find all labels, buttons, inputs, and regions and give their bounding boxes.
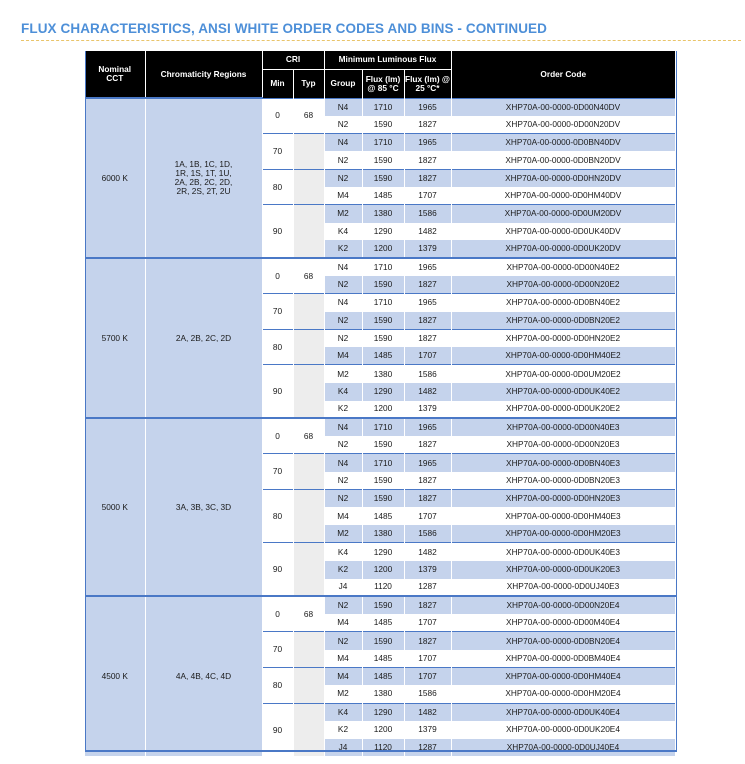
- order-code-cell: XHP70A-00-0000-0D00N40E2: [451, 258, 675, 276]
- cri-typ-cell: 68: [293, 98, 324, 134]
- header-cri: CRI: [262, 51, 324, 69]
- flux-25c-cell: 1827: [404, 169, 451, 187]
- flux-85c-cell: 1710: [362, 98, 404, 116]
- flux-group-cell: J4: [324, 579, 362, 597]
- cri-typ-cell: 68: [293, 418, 324, 454]
- order-code-cell: XHP70A-00-0000-0D0BN20E4: [451, 632, 675, 650]
- order-code-cell: XHP70A-00-0000-0D0UJ40E3: [451, 579, 675, 597]
- table-row: [85, 258, 675, 276]
- flux-25c-cell: 1707: [404, 507, 451, 525]
- flux-group-cell: N4: [324, 98, 362, 116]
- header-cri-typ: Typ: [293, 69, 324, 98]
- order-code-cell: XHP70A-00-0000-0D0HM40E2: [451, 347, 675, 365]
- flux-group-cell: M2: [324, 685, 362, 703]
- flux-25c-cell: 1287: [404, 579, 451, 597]
- header-cri-min: Min: [262, 69, 293, 98]
- order-code-cell: XHP70A-00-0000-0D0HN20DV: [451, 169, 675, 187]
- cri-min-cell: 90: [262, 543, 293, 596]
- flux-85c-cell: 1590: [362, 169, 404, 187]
- order-code-cell: XHP70A-00-0000-0D0UK20E3: [451, 561, 675, 579]
- flux-group-cell: N2: [324, 151, 362, 169]
- cri-typ-cell: [293, 703, 324, 756]
- flux-group-cell: K2: [324, 561, 362, 579]
- order-code-cell: XHP70A-00-0000-0D0HM40DV: [451, 187, 675, 205]
- flux-85c-cell: 1485: [362, 650, 404, 668]
- flux-85c-cell: 1485: [362, 614, 404, 632]
- flux-group-cell: K4: [324, 703, 362, 721]
- flux-group-cell: N2: [324, 436, 362, 454]
- order-code-cell: XHP70A-00-0000-0D0HM20E3: [451, 525, 675, 543]
- flux-group-cell: K2: [324, 401, 362, 419]
- cri-typ-cell: [293, 668, 324, 704]
- flux-85c-cell: 1120: [362, 739, 404, 757]
- order-code-cell: XHP70A-00-0000-0D0UK40DV: [451, 223, 675, 241]
- flux-25c-cell: 1287: [404, 739, 451, 757]
- order-code-cell: XHP70A-00-0000-0D0UK40E2: [451, 383, 675, 401]
- cct-cell: 5000 K: [85, 418, 145, 596]
- flux-85c-cell: 1590: [362, 472, 404, 490]
- flux-85c-cell: 1590: [362, 632, 404, 650]
- flux-25c-cell: 1965: [404, 294, 451, 312]
- header-chromaticity-regions: Chromaticity Regions: [145, 51, 262, 98]
- order-code-cell: XHP70A-00-0000-0D0HM20E4: [451, 685, 675, 703]
- order-code-cell: XHP70A-00-0000-0D0HN20E3: [451, 490, 675, 508]
- cri-min-cell: 0: [262, 596, 293, 632]
- flux-85c-cell: 1380: [362, 205, 404, 223]
- flux-25c-cell: 1707: [404, 347, 451, 365]
- flux-25c-cell: 1482: [404, 383, 451, 401]
- flux-25c-cell: 1965: [404, 258, 451, 276]
- flux-group-cell: N4: [324, 294, 362, 312]
- flux-25c-cell: 1707: [404, 614, 451, 632]
- flux-group-cell: K2: [324, 721, 362, 739]
- cct-cell: 5700 K: [85, 258, 145, 418]
- cri-min-cell: 80: [262, 668, 293, 704]
- flux-25c-cell: 1827: [404, 329, 451, 347]
- flux-25c-cell: 1379: [404, 240, 451, 258]
- cri-min-cell: 70: [262, 294, 293, 330]
- flux-25c-cell: 1379: [404, 721, 451, 739]
- cri-typ-cell: [293, 205, 324, 258]
- cri-min-cell: 0: [262, 258, 293, 294]
- flux-25c-cell: 1586: [404, 685, 451, 703]
- order-code-cell: XHP70A-00-0000-0D00N20E2: [451, 276, 675, 294]
- flux-group-cell: N2: [324, 490, 362, 508]
- cri-typ-cell: [293, 169, 324, 205]
- flux-group-cell: M4: [324, 668, 362, 686]
- header-nominal-cct: Nominal CCT: [85, 51, 145, 98]
- flux-group-cell: N4: [324, 454, 362, 472]
- flux-25c-cell: 1827: [404, 490, 451, 508]
- cri-min-cell: 80: [262, 169, 293, 205]
- flux-group-cell: K4: [324, 383, 362, 401]
- flux-85c-cell: 1200: [362, 401, 404, 419]
- flux-85c-cell: 1290: [362, 543, 404, 561]
- flux-85c-cell: 1380: [362, 525, 404, 543]
- flux-85c-cell: 1485: [362, 347, 404, 365]
- order-code-cell: XHP70A-00-0000-0D0UK20DV: [451, 240, 675, 258]
- flux-25c-cell: 1707: [404, 650, 451, 668]
- table-row: [85, 98, 675, 116]
- order-code-cell: XHP70A-00-0000-0D00N40E3: [451, 418, 675, 436]
- cri-typ-cell: [293, 454, 324, 490]
- flux-85c-cell: 1485: [362, 507, 404, 525]
- order-code-cell: XHP70A-00-0000-0D0BN20E2: [451, 312, 675, 330]
- cri-min-cell: 80: [262, 490, 293, 543]
- cri-min-cell: 0: [262, 98, 293, 134]
- flux-85c-cell: 1380: [362, 685, 404, 703]
- flux-85c-cell: 1290: [362, 703, 404, 721]
- cri-min-cell: 70: [262, 454, 293, 490]
- flux-25c-cell: 1965: [404, 454, 451, 472]
- cri-typ-cell: 68: [293, 596, 324, 632]
- flux-group-cell: K2: [324, 240, 362, 258]
- flux-25c-cell: 1965: [404, 134, 451, 152]
- flux-85c-cell: 1710: [362, 418, 404, 436]
- cri-typ-cell: [293, 543, 324, 596]
- cri-typ-cell: [293, 490, 324, 543]
- flux-25c-cell: 1827: [404, 596, 451, 614]
- flux-group-cell: M4: [324, 507, 362, 525]
- table-row: [85, 596, 675, 614]
- flux-group-cell: N2: [324, 116, 362, 134]
- flux-25c-cell: 1482: [404, 543, 451, 561]
- flux-25c-cell: 1707: [404, 668, 451, 686]
- flux-25c-cell: 1707: [404, 187, 451, 205]
- flux-group-cell: K4: [324, 223, 362, 241]
- flux-group-cell: N2: [324, 329, 362, 347]
- header-flux-85c: Flux (lm) @ 85 °C: [362, 69, 404, 98]
- order-codes-table: [85, 51, 676, 756]
- cri-min-cell: 0: [262, 418, 293, 454]
- cri-typ-cell: [293, 329, 324, 365]
- chromaticity-regions-cell: 4A, 4B, 4C, 4D: [145, 596, 262, 756]
- flux-25c-cell: 1827: [404, 632, 451, 650]
- flux-25c-cell: 1586: [404, 205, 451, 223]
- flux-25c-cell: 1379: [404, 401, 451, 419]
- flux-25c-cell: 1965: [404, 98, 451, 116]
- order-code-cell: XHP70A-00-0000-0D0UK20E2: [451, 401, 675, 419]
- flux-25c-cell: 1827: [404, 276, 451, 294]
- cri-typ-cell: [293, 632, 324, 668]
- flux-25c-cell: 1965: [404, 418, 451, 436]
- order-code-cell: XHP70A-00-0000-0D00N20DV: [451, 116, 675, 134]
- cri-min-cell: 70: [262, 632, 293, 668]
- order-code-cell: XHP70A-00-0000-0D0HM40E4: [451, 668, 675, 686]
- flux-25c-cell: 1379: [404, 561, 451, 579]
- flux-25c-cell: 1827: [404, 151, 451, 169]
- flux-25c-cell: 1586: [404, 525, 451, 543]
- flux-85c-cell: 1485: [362, 668, 404, 686]
- flux-25c-cell: 1827: [404, 436, 451, 454]
- flux-85c-cell: 1200: [362, 240, 404, 258]
- flux-85c-cell: 1590: [362, 151, 404, 169]
- order-code-cell: XHP70A-00-0000-0D0BM40E4: [451, 650, 675, 668]
- order-code-cell: XHP70A-00-0000-0D0HM40E3: [451, 507, 675, 525]
- flux-group-cell: N2: [324, 472, 362, 490]
- flux-25c-cell: 1827: [404, 472, 451, 490]
- order-code-cell: XHP70A-00-0000-0D00N40DV: [451, 98, 675, 116]
- order-code-cell: XHP70A-00-0000-0D0UK20E4: [451, 721, 675, 739]
- flux-85c-cell: 1710: [362, 294, 404, 312]
- heading-divider: [21, 40, 741, 41]
- flux-85c-cell: 1590: [362, 596, 404, 614]
- flux-85c-cell: 1590: [362, 436, 404, 454]
- flux-85c-cell: 1590: [362, 312, 404, 330]
- flux-25c-cell: 1827: [404, 312, 451, 330]
- order-code-cell: XHP70A-00-0000-0D0UK40E3: [451, 543, 675, 561]
- table-row: [85, 418, 675, 436]
- cri-typ-cell: [293, 365, 324, 418]
- flux-85c-cell: 1380: [362, 365, 404, 383]
- cri-min-cell: 90: [262, 205, 293, 258]
- flux-group-cell: N2: [324, 596, 362, 614]
- flux-group-cell: K4: [324, 543, 362, 561]
- flux-group-cell: M2: [324, 365, 362, 383]
- flux-group-cell: N4: [324, 258, 362, 276]
- order-code-cell: XHP70A-00-0000-0D0BN40E3: [451, 454, 675, 472]
- flux-group-cell: J4: [324, 739, 362, 757]
- flux-25c-cell: 1482: [404, 223, 451, 241]
- flux-85c-cell: 1590: [362, 116, 404, 134]
- flux-group-cell: N2: [324, 276, 362, 294]
- order-code-cell: XHP70A-00-0000-0D00M40E4: [451, 614, 675, 632]
- flux-25c-cell: 1482: [404, 703, 451, 721]
- flux-group-cell: N2: [324, 169, 362, 187]
- flux-85c-cell: 1590: [362, 490, 404, 508]
- cri-min-cell: 90: [262, 703, 293, 756]
- order-code-cell: XHP70A-00-0000-0D0BN20DV: [451, 151, 675, 169]
- cri-typ-cell: 68: [293, 258, 324, 294]
- cri-min-cell: 70: [262, 134, 293, 170]
- header-min-luminous-flux: Minimum Luminous Flux: [324, 51, 451, 69]
- flux-group-cell: M4: [324, 650, 362, 668]
- order-code-cell: XHP70A-00-0000-0D0UK40E4: [451, 703, 675, 721]
- flux-25c-cell: 1586: [404, 365, 451, 383]
- flux-85c-cell: 1290: [362, 223, 404, 241]
- cct-cell: 4500 K: [85, 596, 145, 756]
- flux-85c-cell: 1710: [362, 454, 404, 472]
- chromaticity-regions-cell: 1A, 1B, 1C, 1D, 1R, 1S, 1T, 1U, 2A, 2B, 2C, 2D, 2R, 2S, 2T, 2U: [145, 98, 262, 258]
- order-code-cell: XHP70A-00-0000-0D0BN40DV: [451, 134, 675, 152]
- order-code-cell: XHP70A-00-0000-0D00N20E4: [451, 596, 675, 614]
- section-heading: FLUX CHARACTERISTICS, ANSI WHITE ORDER CODES AND BINS - CONTINUED: [21, 21, 548, 36]
- flux-group-cell: N4: [324, 134, 362, 152]
- flux-85c-cell: 1590: [362, 329, 404, 347]
- header-flux-25c: Flux (lm) @ 25 °C*: [404, 69, 451, 98]
- flux-group-cell: M2: [324, 205, 362, 223]
- order-code-cell: XHP70A-00-0000-0D0UJ40E4: [451, 739, 675, 757]
- order-code-cell: XHP70A-00-0000-0D0UM20E2: [451, 365, 675, 383]
- flux-85c-cell: 1200: [362, 721, 404, 739]
- cct-cell: 6000 K: [85, 98, 145, 258]
- flux-group-cell: M2: [324, 525, 362, 543]
- flux-group-cell: M4: [324, 187, 362, 205]
- header-order-code: Order Code: [451, 51, 675, 98]
- chromaticity-regions-cell: 2A, 2B, 2C, 2D: [145, 258, 262, 418]
- flux-85c-cell: 1590: [362, 276, 404, 294]
- flux-85c-cell: 1290: [362, 383, 404, 401]
- flux-85c-cell: 1485: [362, 187, 404, 205]
- cri-min-cell: 80: [262, 329, 293, 365]
- flux-group-cell: N4: [324, 418, 362, 436]
- order-code-cell: XHP70A-00-0000-0D0HN20E2: [451, 329, 675, 347]
- flux-25c-cell: 1827: [404, 116, 451, 134]
- cri-min-cell: 90: [262, 365, 293, 418]
- flux-85c-cell: 1120: [362, 579, 404, 597]
- flux-85c-cell: 1710: [362, 258, 404, 276]
- order-code-cell: XHP70A-00-0000-0D0BN20E3: [451, 472, 675, 490]
- flux-85c-cell: 1200: [362, 561, 404, 579]
- order-code-cell: XHP70A-00-0000-0D0BN40E2: [451, 294, 675, 312]
- flux-85c-cell: 1710: [362, 134, 404, 152]
- flux-group-cell: N2: [324, 312, 362, 330]
- cri-typ-cell: [293, 294, 324, 330]
- header-group: Group: [324, 69, 362, 98]
- chromaticity-regions-cell: 3A, 3B, 3C, 3D: [145, 418, 262, 596]
- flux-group-cell: M4: [324, 614, 362, 632]
- flux-group-cell: N2: [324, 632, 362, 650]
- order-code-cell: XHP70A-00-0000-0D00N20E3: [451, 436, 675, 454]
- cri-typ-cell: [293, 134, 324, 170]
- order-code-cell: XHP70A-00-0000-0D0UM20DV: [451, 205, 675, 223]
- flux-group-cell: M4: [324, 347, 362, 365]
